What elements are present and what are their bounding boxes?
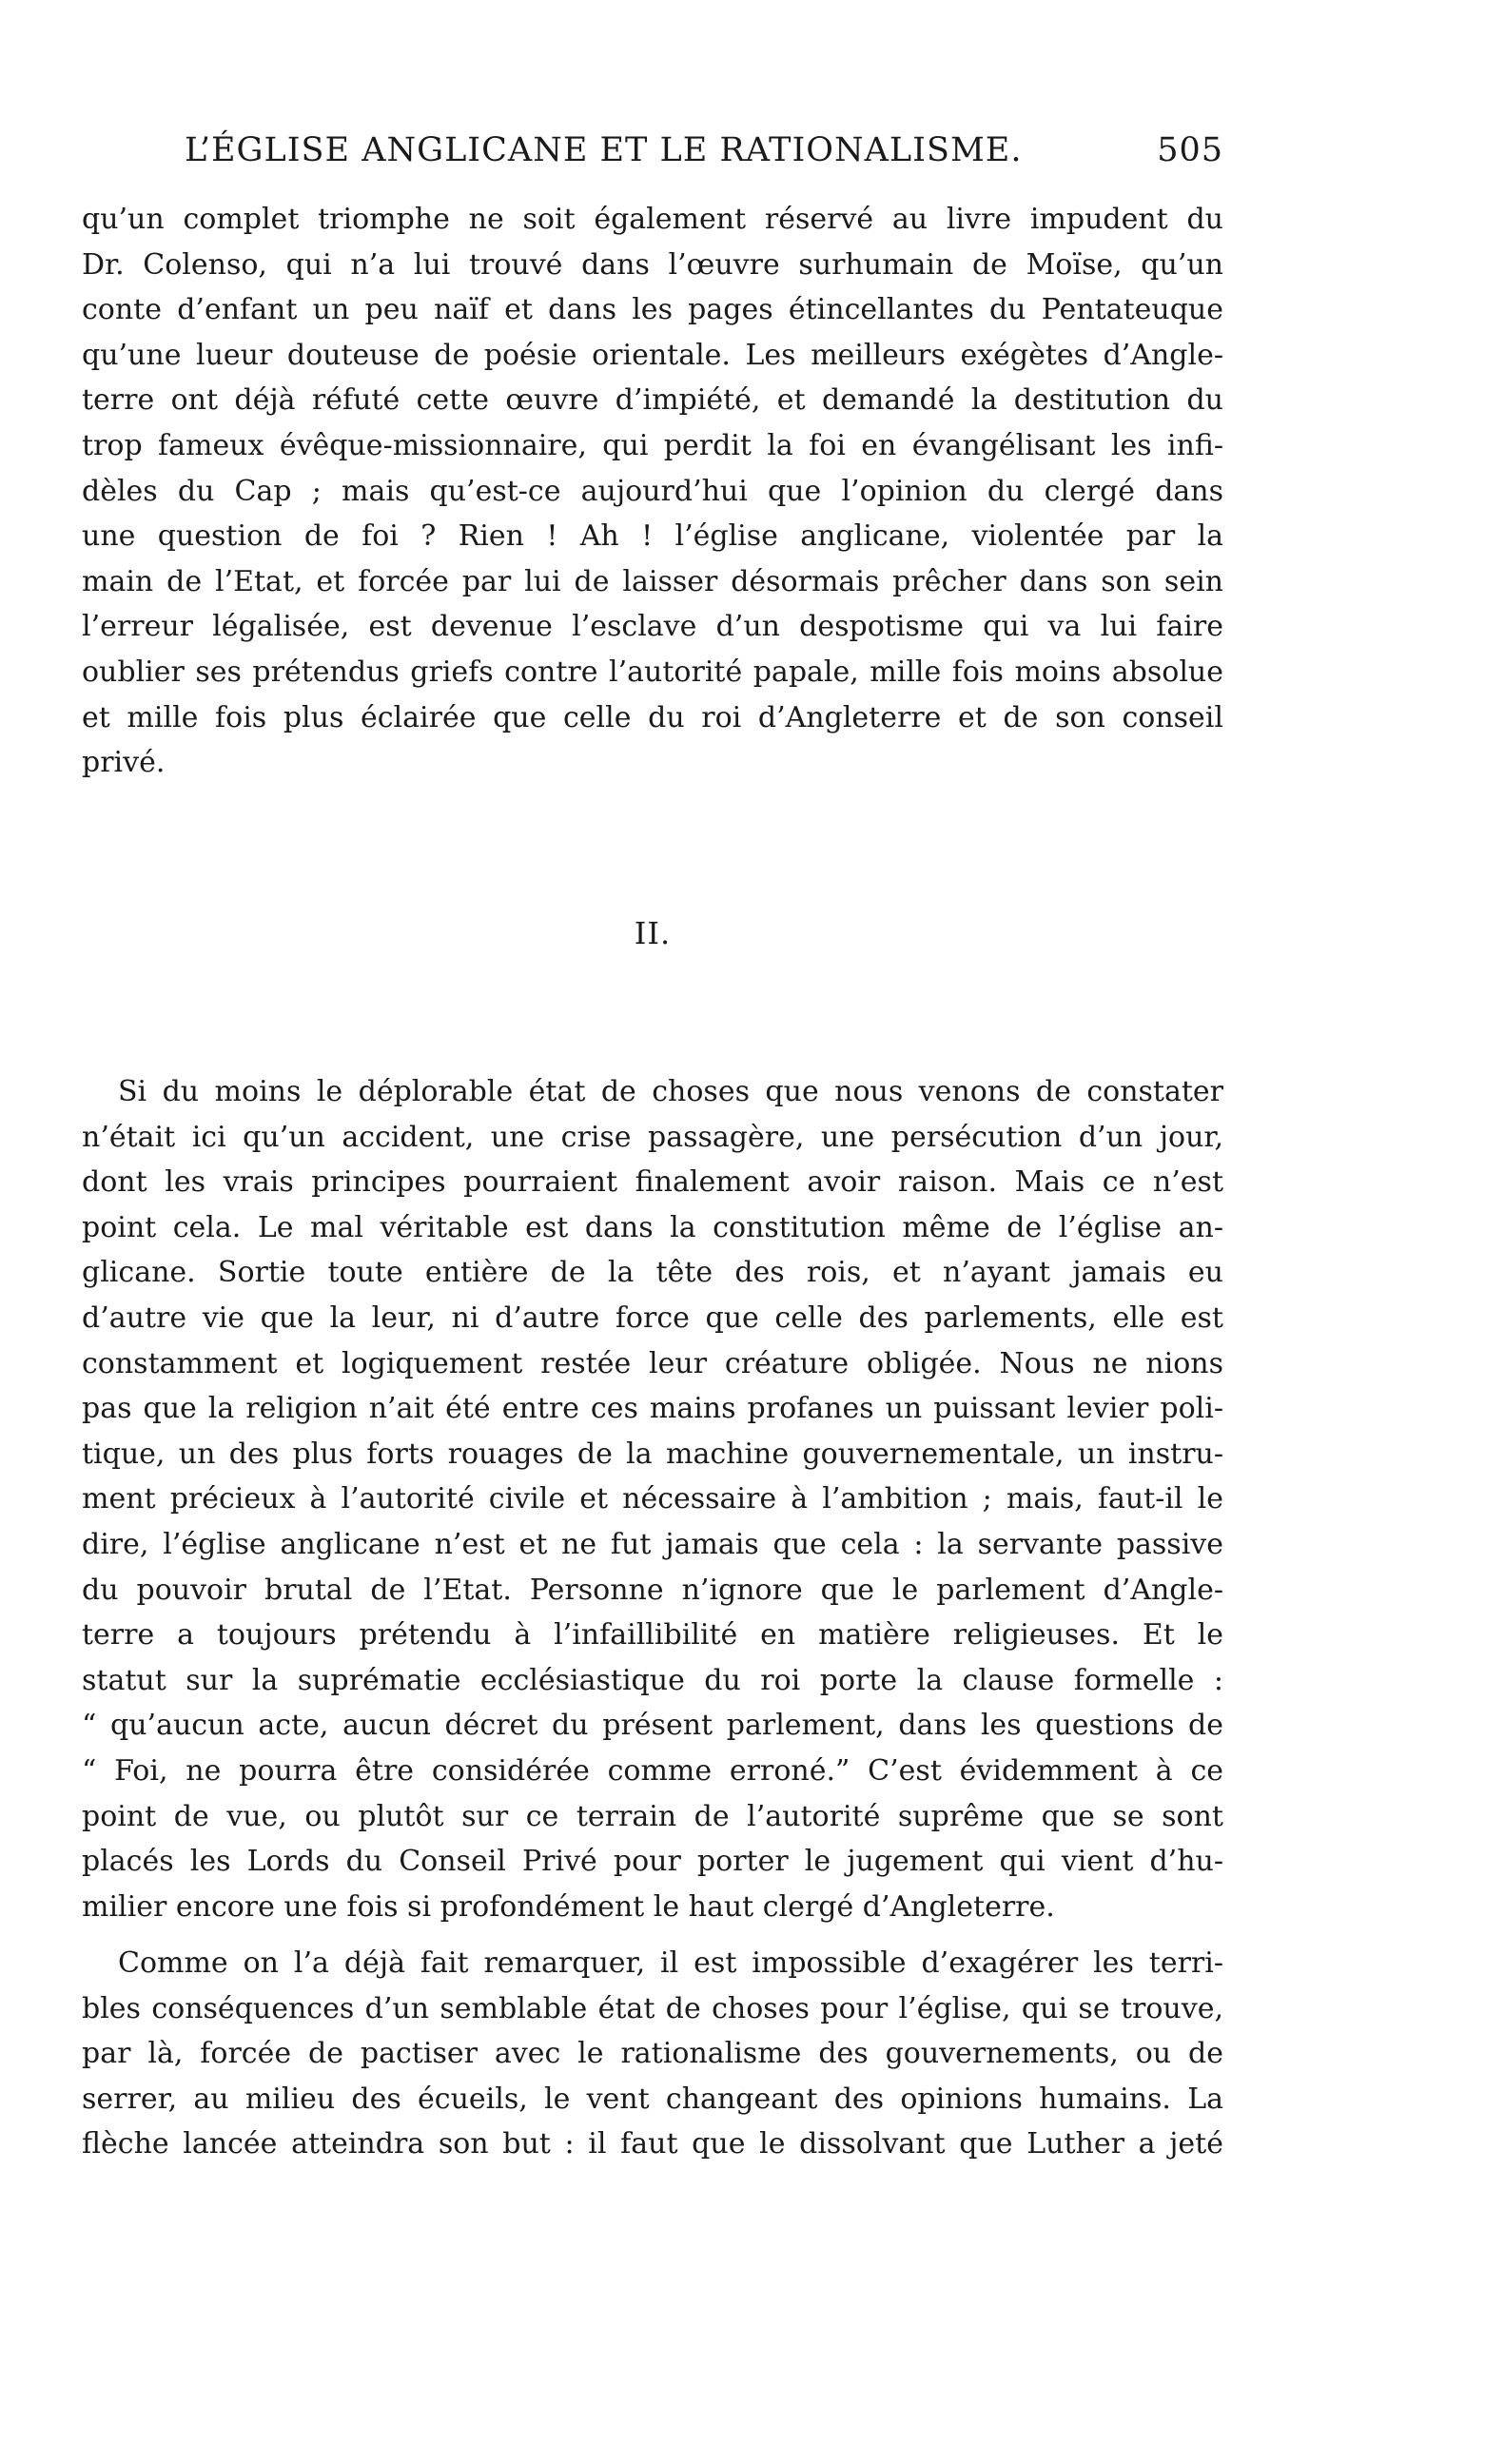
text-line: trop fameux évêque-missionnaire, qui perdit la foi en évangélisant les infi- xyxy=(82,428,1223,462)
text-line: Dr. Colenso, qui n’a lui trouvé dans l’œuvre surhumain de Moïse, qu’un xyxy=(82,247,1223,282)
text-line: tique, un des plus forts rouages de la machine gouvernementale, un instru- xyxy=(82,1437,1223,1471)
text-line: serrer, au milieu des écueils, le vent changeant des opinions humains. La xyxy=(82,2082,1223,2116)
text-line: point de vue, ou plutôt sur ce terrain de l’autorité suprême que se sont xyxy=(82,1799,1223,1833)
running-header xyxy=(82,131,1223,179)
text-line: Si du moins le déplorable état de choses que nous venons de constater xyxy=(118,1075,1223,1108)
text-line: terre a toujours prétendu à l’infaillibilité en matière religieuses. Et le xyxy=(82,1618,1223,1652)
text-line: n’était ici qu’un accident, une crise passagère, une persécution d’un jour, xyxy=(82,1120,1223,1154)
text-line: par là, forcée de pactiser avec le rationalisme des gouvernements, ou de xyxy=(82,2037,1223,2071)
text-line: une question de foi ? Rien ! Ah ! l’église anglicane, violentée par la xyxy=(82,519,1223,554)
text-line: milier encore une fois si profondément le haut clergé d’Angleterre. xyxy=(82,1889,1055,1924)
text-line: dèles du Cap ; mais qu’est-ce aujourd’hui que l’opinion du clergé dans xyxy=(82,474,1223,508)
running-title: L’ÉGLISE ANGLICANE ET LE RATIONALISME. xyxy=(185,131,1023,169)
text-line: qu’une lueur douteuse de poésie orientale. Les meilleurs exégètes d’Angle- xyxy=(82,338,1223,372)
text-line: dire, l’église anglicane n’est et ne fut jamais que cela : la servante passive xyxy=(82,1527,1223,1561)
text-line: “ Foi, ne pourra être considérée comme erroné.” C’est évidemment à ce xyxy=(82,1753,1223,1788)
text-line: glicane. Sortie toute entière de la tête des rois, et n’ayant jamais eu xyxy=(82,1256,1223,1290)
paragraph-3 xyxy=(82,1941,1223,2167)
text-line: conte d’enfant un peu naïf et dans les pages étincellantes du Pentateuque xyxy=(82,293,1223,327)
text-line: Comme on l’a déjà fait remarquer, il est impossible d’exagérer les terri- xyxy=(118,1946,1223,1980)
text-line: oublier ses prétendus griefs contre l’autorité papale, mille fois moins absolue xyxy=(82,655,1223,689)
text-line: d’autre vie que la leur, ni d’autre force que celle des parlements, elle est xyxy=(82,1300,1223,1335)
text-line: bles conséquences d’un semblable état de choses pour l’église, qui se trouve, xyxy=(82,1991,1223,2025)
text-line: et mille fois plus éclairée que celle du roi d’Angleterre et de son conseil xyxy=(82,700,1223,734)
text-line: placés les Lords du Conseil Privé pour porter le jugement qui vient d’hu- xyxy=(82,1845,1223,1879)
text-line: l’erreur légalisée, est devenue l’esclave d’un despotisme qui va lui faire xyxy=(82,610,1223,644)
section-heading: II. xyxy=(634,915,672,951)
paragraph-1 xyxy=(82,197,1223,786)
text-line: flèche lancée atteindra son but : il faut que le dissolvant que Luther a jeté xyxy=(82,2127,1223,2161)
text-line: statut sur la suprématie ecclésiastique du roi porte la clause formelle : xyxy=(82,1663,1223,1697)
text-line: du pouvoir brutal de l’Etat. Personne n’ignore que le parlement d’Angle- xyxy=(82,1573,1223,1607)
page-number: 505 xyxy=(1157,131,1223,169)
text-line: pas que la religion n’ait été entre ces mains profanes un puissant levier poli- xyxy=(82,1392,1223,1426)
paragraph-2 xyxy=(82,1069,1223,1929)
text-line: main de l’Etat, et forcée par lui de laisser désormais prêcher dans son sein xyxy=(82,564,1223,598)
text-line: privé. xyxy=(82,746,166,780)
text-line: point cela. Le mal véritable est dans la constitution même de l’église an- xyxy=(82,1210,1223,1244)
text-line: dont les vrais principes pourraient finalement avoir raison. Mais ce n’est xyxy=(82,1165,1223,1200)
text-line: “ qu’aucun acte, aucun décret du présent parlement, dans les questions de xyxy=(82,1709,1223,1743)
text-line: qu’un complet triomphe ne soit également réservé au livre impudent du xyxy=(82,203,1223,236)
text-line: terre ont déjà réfuté cette œuvre d’impiété, et demandé la destitution du xyxy=(82,383,1223,418)
text-line: ment précieux à l’autorité civile et nécessaire à l’ambition ; mais, faut-il le xyxy=(82,1482,1223,1516)
text-line: constamment et logiquement restée leur créature obligée. Nous ne nions xyxy=(82,1346,1223,1380)
